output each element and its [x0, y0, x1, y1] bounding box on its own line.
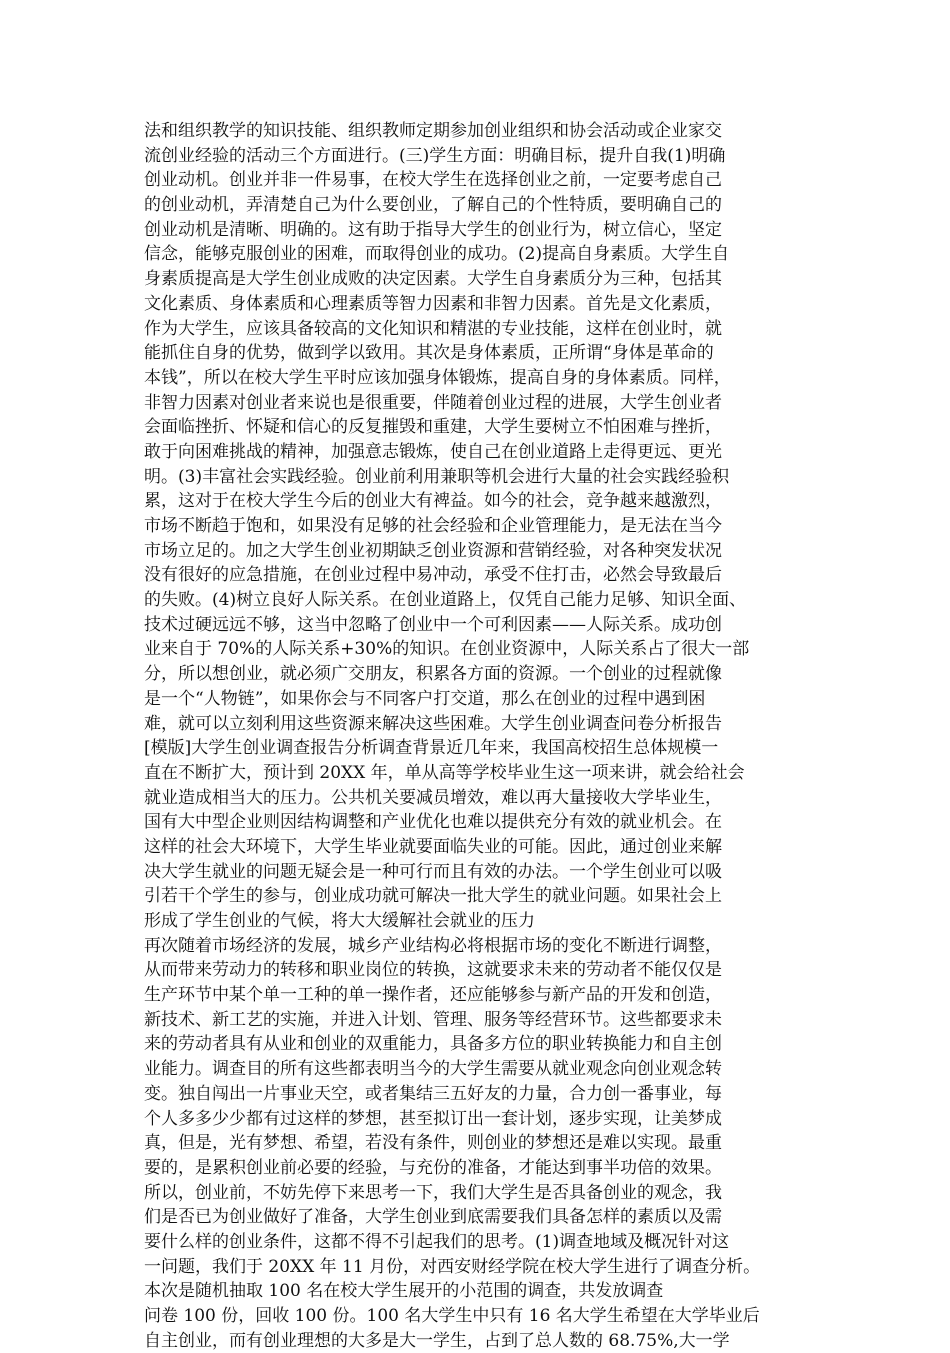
text-line: 敢于向困难挑战的精神，加强意志锻炼，使自己在创业道路上走得更远、更光 — [144, 441, 722, 462]
text-line: 没有很好的应急措施，在创业过程中易冲动，承受不住打击，必然会导致最后 — [144, 565, 722, 586]
text-line: 业来自于 70%的人际关系+30%的知识。在创业资源中，人际关系占了很大一部 — [144, 639, 750, 660]
text-line: 真，但是，光有梦想、希望，若没有条件，则创业的梦想还是难以实现。最重 — [144, 1133, 722, 1154]
text-line: 能抓住自身的优势，做到学以致用。其次是身体素质，正所谓“身体是革命的 — [144, 343, 714, 364]
text-line: 文化素质、身体素质和心理素质等智力因素和非智力因素。首先是文化素质， — [144, 293, 722, 314]
text-line: 这样的社会大环境下，大学生毕业就要面临失业的可能。因此，通过创业来解 — [144, 836, 722, 857]
text-line: 形成了学生创业的气候，将大大缓解社会就业的压力 — [144, 911, 535, 931]
text-line: 业能力。调查目的所有这些都表明当今的大学生需要从就业观念向创业观念转 — [144, 1059, 722, 1080]
text-line: 要什么样的创业条件，这都不得不引起我们的思考。(1)调查地域及概况针对这 — [144, 1231, 730, 1252]
text-line: 创业动机是清晰、明确的。这有助于指导大学生的创业行为，树立信心，坚定 — [144, 219, 722, 240]
text-line: 引若干个学生的参与，创业成功就可解决一批大学生的就业问题。如果社会上 — [144, 886, 722, 907]
text-line: 新技术、新工艺的实施，并进入计划、管理、服务等经营环节。这些都要求未 — [144, 1009, 722, 1030]
text-line: 流创业经验的活动三个方面进行。(三)学生方面：明确目标，提升自我(1)明确 — [144, 145, 726, 166]
text-line: 们是否已为创业做好了准备，大学生创业到底需要我们具备怎样的素质以及需 — [144, 1207, 722, 1228]
text-line: 技术过硬远远不够，这当中忽略了创业中一个可利因素——人际关系。成功创 — [144, 614, 722, 635]
text-line: 决大学生就业的问题无疑会是一种可行而且有效的办法。一个学生创业可以吸 — [144, 861, 722, 882]
text-line: 会面临挫折、怀疑和信心的反复摧毁和重建，大学生要树立不怕困难与挫折， — [144, 417, 722, 438]
text-line: 一问题，我们于 20XX 年 11 月份，对西安财经学院在校大学生进行了调查分析。 — [144, 1256, 761, 1277]
text-line: 非智力因素对创业者来说也是很重要，伴随着创业过程的进展，大学生创业者 — [144, 392, 722, 413]
text-line: 本钱”，所以在校大学生平时应该加强身体锻炼，提高自身的身体素质。同样， — [144, 367, 731, 388]
text-line: 本次是随机抽取 100 名在校大学生展开的小范围的调查，共发放调查 — [144, 1281, 664, 1302]
document-body-text — [144, 119, 824, 1353]
text-line: 就业造成相当大的压力。公共机关要减员增效，难以再大量接收大学毕业生， — [144, 787, 722, 808]
text-line: 问卷 100 份，回收 100 份。100 名大学生中只有 16 名大学生希望在大学毕业后 — [144, 1306, 760, 1326]
text-line: 明。(3)丰富社会实践经验。创业前利用兼职等机会进行大量的社会实践经验积 — [144, 466, 730, 487]
text-line: 信念，能够克服创业的困难，而取得创业的成功。(2)提高自身素质。大学生自 — [144, 244, 730, 265]
text-line: 来的劳动者具有从业和创业的双重能力，具备多方位的职业转换能力和自主创 — [144, 1034, 722, 1055]
text-line: 再次随着市场经济的发展，城乡产业结构必将根据市场的变化不断进行调整， — [144, 935, 722, 956]
text-line: 所以，创业前，不妨先停下来思考一下，我们大学生是否具备创业的观念，我 — [144, 1182, 722, 1203]
text-line: 累，这对于在校大学生今后的创业大有裨益。如今的社会，竞争越来越激烈， — [144, 491, 722, 512]
text-line: 创业动机。创业并非一件易事，在校大学生在选择创业之前，一定要考虑自己 — [144, 170, 722, 191]
text-line: 分，所以想创业，就必须广交朋友，积累各方面的资源。一个创业的过程就像 — [144, 664, 722, 685]
text-line: 个人多多少少都有过这样的梦想，甚至拟订出一套计划，逐步实现，让美梦成 — [144, 1108, 722, 1129]
text-line: 直在不断扩大，预计到 20XX 年，单从高等学校毕业生这一项来讲，就会给社会 — [144, 762, 745, 783]
text-line: [模版]大学生创业调查报告分析调查背景近几年来，我国高校招生总体规模一 — [144, 738, 719, 759]
text-line: 难，就可以立刻利用这些资源来解决这些困难。大学生创业调查问卷分析报告 — [144, 713, 722, 734]
text-line: 市场不断趋于饱和，如果没有足够的社会经验和企业管理能力，是无法在当今 — [144, 516, 722, 536]
text-line: 身素质提高是大学生创业成败的决定因素。大学生自身素质分为三种，包括其 — [144, 269, 722, 290]
text-line: 法和组织教学的知识技能、组织教师定期参加创业组织和协会活动或企业家交 — [144, 121, 722, 141]
text-line: 自主创业，而有创业理想的大多是大一学生，占到了总人数的 68.75%,大一学 — [144, 1330, 730, 1351]
text-line: 国有大中型企业则因结构调整和产业优化也难以提供充分有效的就业机会。在 — [144, 812, 722, 833]
text-line: 从而带来劳动力的转移和职业岗位的转换，这就要求未来的劳动者不能仅仅是 — [144, 960, 722, 981]
text-line: 变。独自闯出一片事业天空，或者集结三五好友的力量，合力创一番事业，每 — [144, 1083, 722, 1104]
text-line: 的失败。(4)树立良好人际关系。在创业道路上，仅凭自己能力足够、知识全面、 — [144, 590, 747, 611]
text-line: 作为大学生，应该具备较高的文化知识和精湛的专业技能，这样在创业时，就 — [144, 318, 722, 339]
text-line: 生产环节中某个单一工种的单一操作者，还应能够参与新产品的开发和创造， — [144, 985, 722, 1006]
text-line: 是一个“人物链”，如果你会与不同客户打交道，那么在创业的过程中遇到困 — [144, 688, 706, 709]
text-line: 要的，是累积创业前必要的经验，与充份的准备，才能达到事半功倍的效果。 — [144, 1157, 722, 1178]
text-line: 的创业动机，弄清楚自己为什么要创业，了解自己的个性特质，要明确自己的 — [144, 195, 722, 216]
text-line: 市场立足的。加之大学生创业初期缺乏创业资源和营销经验，对各种突发状况 — [144, 540, 722, 561]
